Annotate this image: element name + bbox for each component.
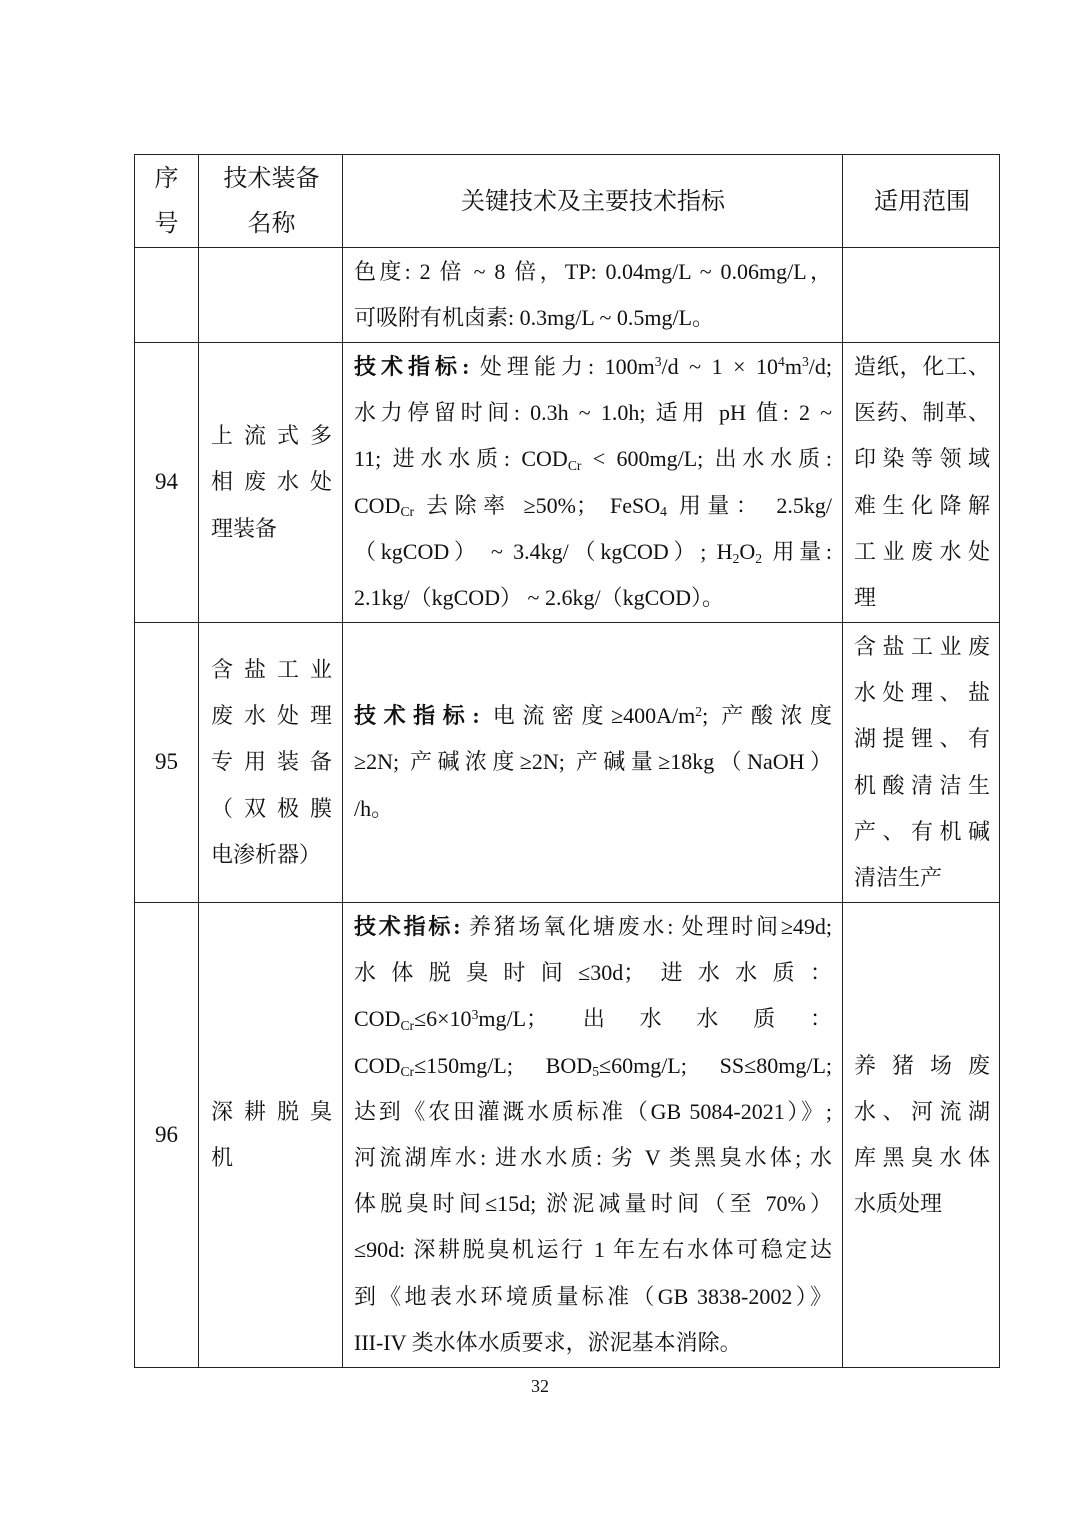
subscript: Cr	[400, 504, 415, 520]
text-line: 关键技术及主要技术指标	[461, 186, 725, 215]
text-segment: 水体脱臭时间≤30d；进水水质：	[354, 960, 832, 986]
text-line	[354, 1089, 832, 1135]
text-line: 养猪场废	[854, 1052, 990, 1078]
text-line	[354, 950, 832, 996]
superscript: 3	[471, 1006, 479, 1022]
text-line: 难生化降解	[854, 492, 990, 518]
text-line: 库黑臭水体	[854, 1145, 990, 1170]
text-segment: O	[739, 538, 756, 564]
text-segment: 11; 进水水质: COD	[354, 446, 568, 472]
text-line: 深耕脱臭	[211, 1098, 332, 1124]
text-segment: 用量:	[762, 538, 832, 564]
equipment-table	[134, 154, 1000, 1368]
text-line: 上流式多	[211, 423, 332, 449]
header-index-cell	[135, 155, 199, 248]
text-segment: /d;	[808, 353, 832, 379]
row-94-scope-cell	[843, 343, 1000, 623]
text-line: 理装备	[211, 515, 278, 541]
text-segment: （kgCOD） ~ 3.4kg/（kgCOD）; H	[354, 538, 733, 564]
text-segment: 可吸附有机卤素: 0.3mg/L ~ 0.5mg/L。	[354, 305, 715, 330]
text-line: 含盐工业废	[854, 633, 990, 659]
text-line: 水处理、盐	[854, 680, 990, 706]
subscript: Cr	[400, 1018, 415, 1034]
superscript: 3	[654, 354, 662, 370]
text-line	[354, 693, 832, 739]
text-line	[354, 1274, 832, 1320]
header-indicators-cell	[343, 155, 843, 248]
text-segment: 色度: 2 倍 ~ 8 倍，TP: 0.04mg/L ~ 0.06mg/L，	[354, 258, 832, 284]
text-segment: COD	[354, 1006, 401, 1032]
subscript: 2	[732, 550, 740, 566]
superscript: 4	[778, 354, 785, 370]
text-line: 造纸，化工、	[854, 353, 990, 379]
text-segment: ≤90d: 深耕脱臭机运行 1 年左右水体可稳定达	[354, 1237, 832, 1263]
text-line: 含盐工业	[211, 656, 332, 682]
bold-label: 技术指标:	[354, 703, 480, 729]
text-segment: m	[784, 353, 802, 379]
row-95-scope-cell	[843, 623, 1000, 903]
row-96-index-cell	[135, 903, 199, 1368]
text-line	[354, 996, 832, 1042]
text-segment: 2.1kg/（kgCOD） ~ 2.6kg/（kgCOD）。	[354, 584, 725, 610]
text-segment: 达到《农田灌溉水质标准（GB 5084-2021）》;	[354, 1098, 832, 1124]
row-index: 96	[155, 1121, 178, 1147]
text-line	[354, 390, 832, 436]
subscript: Cr	[400, 1064, 415, 1080]
text-segment: mg/L；出水水质：	[478, 1006, 832, 1032]
row-95-name-cell	[199, 623, 343, 903]
text-line	[354, 1043, 832, 1089]
subscript: 2	[755, 550, 763, 566]
text-segment: ≤6×10	[414, 1006, 472, 1032]
row-index: 94	[155, 469, 178, 495]
text-line	[354, 249, 832, 295]
row-continued-index-cell	[135, 248, 199, 343]
text-line: 适用范围	[874, 186, 970, 215]
text-segment: 到《地表水环境质量标准（GB 3838-2002）》	[354, 1283, 832, 1309]
bold-label: 技术指标:	[354, 353, 470, 379]
text-segment: 去除率 ≥50%； FeSO	[414, 492, 661, 518]
text-segment: /h。	[354, 795, 394, 821]
superscript: 3	[801, 354, 809, 370]
page-number: 32	[531, 1376, 549, 1396]
text-line	[354, 1227, 832, 1273]
subscript: 5	[592, 1064, 600, 1080]
row-index: 95	[155, 749, 178, 775]
text-line	[354, 1135, 832, 1181]
row-96-indicators-cell	[343, 903, 843, 1368]
text-line	[354, 529, 832, 575]
header-name-cell	[199, 155, 343, 248]
text-line: 医药、制革、	[854, 400, 990, 426]
text-line	[354, 1181, 832, 1227]
text-line	[354, 786, 832, 832]
row-continued-scope-cell	[843, 248, 1000, 343]
text-segment: 体脱臭时间≤15d; 淤泥减量时间（至 70%）	[354, 1191, 832, 1217]
text-line	[354, 904, 832, 950]
text-line	[354, 344, 832, 390]
row-95-indicators-cell	[343, 623, 843, 903]
text-segment: ≥2N; 产碱浓度≥2N; 产碱量≥18kg（NaOH）	[354, 749, 832, 775]
text-line: 机酸清洁生	[854, 772, 990, 798]
text-line: 号	[154, 209, 179, 237]
text-segment: 电流密度≥400A/m	[479, 703, 696, 729]
subscript: 4	[660, 504, 667, 520]
text-line: 专用装备	[211, 749, 332, 775]
header-scope-cell	[843, 155, 1000, 248]
text-segment: ; 产酸浓度	[702, 703, 832, 729]
row-94-name-cell	[199, 343, 343, 623]
text-segment: 养猪场氧化塘废水: 处理时间≥49d;	[460, 913, 832, 939]
text-line: 湖提锂、有	[854, 726, 990, 752]
row-95-index-cell	[135, 623, 199, 903]
bold-label: 技术指标:	[354, 913, 461, 939]
text-line: 清洁生产	[854, 864, 943, 890]
text-segment: < 600mg/L; 出水水质:	[581, 446, 833, 472]
text-line	[354, 739, 832, 785]
text-line: （双极膜	[211, 795, 332, 821]
text-line: 工业废水处	[854, 538, 990, 564]
text-segment: /d ~ 1 × 10	[661, 353, 779, 379]
text-line	[354, 1320, 832, 1366]
text-line: 理	[854, 584, 877, 610]
text-segment: 用量： 2.5kg/	[666, 492, 832, 518]
text-line	[354, 295, 832, 341]
subscript: Cr	[567, 458, 582, 474]
text-line: 印染等领域	[854, 446, 990, 472]
text-segment: ≤60mg/L; SS≤80mg/L;	[599, 1052, 832, 1078]
text-segment: 水力停留时间: 0.3h ~ 1.0h; 适用 pH 值: 2 ~	[354, 400, 832, 426]
text-segment: COD	[354, 492, 401, 518]
text-line: 名称	[247, 209, 296, 237]
text-segment: 河流湖库水: 进水水质: 劣 V 类黑臭水体; 水	[354, 1145, 832, 1170]
text-segment: III-IV 类水体水质要求，淤泥基本消除。	[354, 1329, 742, 1355]
superscript: 2	[695, 703, 703, 719]
text-line: 废水处理	[211, 703, 332, 729]
text-line	[354, 575, 832, 621]
row-96-name-cell	[199, 903, 343, 1368]
text-line: 相废水处	[211, 469, 332, 495]
text-line: 序	[154, 164, 179, 192]
text-segment: ≤150mg/L; BOD	[414, 1052, 593, 1078]
text-line: 水、河流湖	[854, 1098, 990, 1124]
text-line	[354, 436, 832, 482]
text-segment: COD	[354, 1052, 401, 1078]
row-94-indicators-cell	[343, 343, 843, 623]
row-96-scope-cell	[843, 903, 1000, 1368]
text-line: 电渗析器）	[211, 841, 322, 867]
text-segment: 处理能力: 100m	[469, 353, 655, 379]
row-continued-name-cell	[199, 248, 343, 343]
text-line: 技术装备	[223, 164, 320, 192]
text-line: 产、有机碱	[854, 818, 990, 844]
row-continued-indicators-cell	[343, 248, 843, 343]
row-94-index-cell	[135, 343, 199, 623]
text-line: 水质处理	[854, 1191, 943, 1217]
text-line: 机	[211, 1145, 234, 1170]
text-line	[354, 483, 832, 529]
